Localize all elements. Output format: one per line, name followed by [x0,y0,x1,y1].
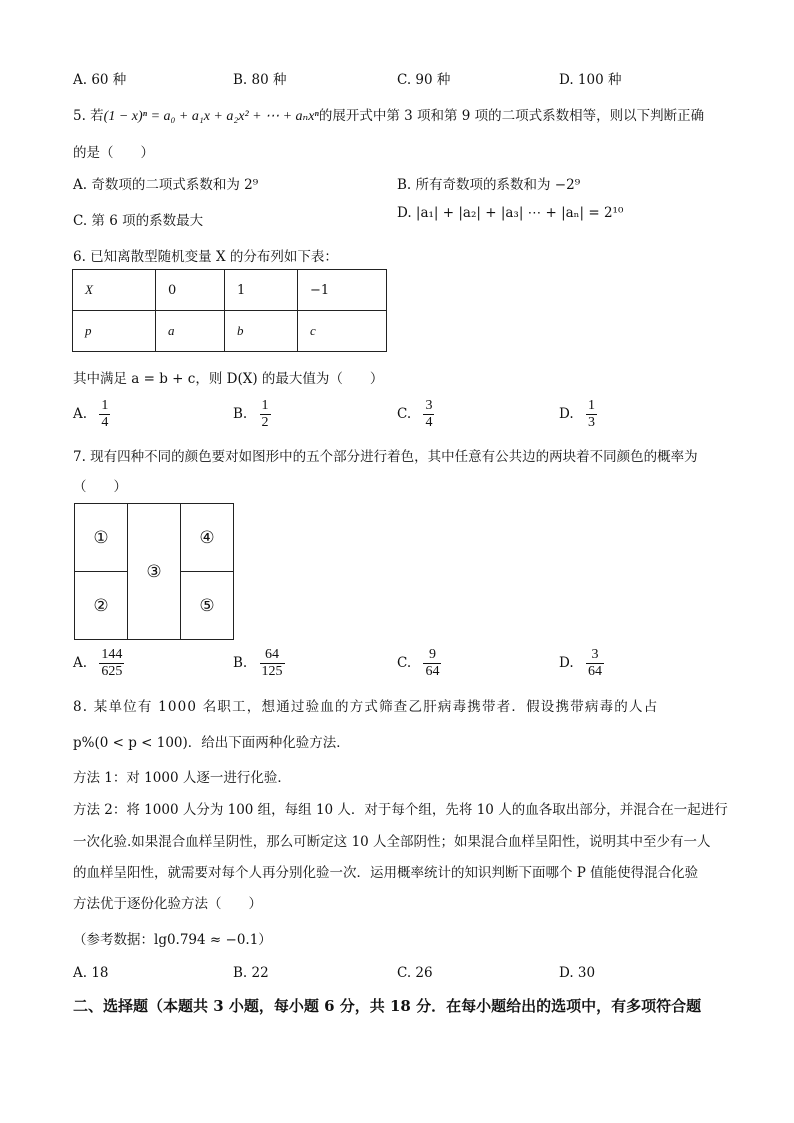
q5-stem-line2: 的是（ ） [73,145,154,161]
table-cell: c [298,311,387,352]
q5-option-d: D. |a₁| + |a₂| + |a₃| ⋯ + |aₙ| = 2¹⁰ [397,205,624,221]
q5-stem: 5. 若(1 − x)ⁿ = a₀ + a₁x + a₂x² + ⋯ + aₙxⁿ的展开式中第 3 项和第 9 项的二项式系数相等，则以下判断正确 [73,108,705,124]
q8-stem-line2: p%(0 < p < 100)．给出下面两种化验方法． [73,735,350,751]
q6-condition: 其中满足 a = b + c，则 D(X) 的最大值为（ ） [73,371,384,387]
q6-option-b: B. $\frac{1}{2}$ [233,398,269,430]
distribution-table [72,269,387,352]
q8-stem-line1: 8. 某单位有 1000 名职工，想通过验血的方式筛查乙肝病毒携带者．假设携带病毒的人占 [73,699,659,715]
table-cell: 0 [156,270,225,311]
table-cell: 1 [225,270,298,311]
q5-expression: (1 − x)ⁿ = a₀ + a₁x + a₂x² + ⋯ + aₙxⁿ [103,109,319,124]
q4-option-d: D. 100 种 [559,72,622,88]
table-cell: p [73,311,156,352]
q8-option-a: A. 18 [73,965,109,981]
region-1: ① [93,527,109,548]
q7-option-b: B. $\frac{64}{125}$ [233,647,283,679]
q4-option-a: A. 60 种 [73,72,127,88]
q7-option-c: C. $\frac{9}{64}$ [397,647,440,679]
q8-option-b: B. 22 [233,965,269,981]
region-5: ⑤ [199,595,215,616]
q8-method-2-line1: 方法 2：将 1000 人分为 100 组，每组 10 人．对于每个组，先将 10 人的血各取出部分，并混合在一起进行 [73,802,728,818]
table-cell: X [73,270,156,311]
q8-option-d: D. 30 [559,965,596,981]
q8-option-c: C. 26 [397,965,433,981]
q8-method-2-line3: 的血样呈阳性，就需要对每个人再分别化验一次．运用概率统计的知识判断下面哪个 P 值能使得混合化验 [73,865,699,881]
q6-option-c: C. $\frac{3}{4}$ [397,398,433,430]
q5-option-b: B. 所有奇数项的系数和为 −2⁹ [397,177,581,193]
table-cell: a [156,311,225,352]
q6-option-a: A. $\frac{1}{4}$ [73,398,109,430]
q4-option-b: B. 80 种 [233,72,287,88]
region-4: ④ [199,527,215,548]
q8-reference-data: （参考数据：lg0.794 ≈ −0.1） [73,932,272,948]
section-2-heading: 二、选择题（本题共 3 小题，每小题 6 分，共 18 分．在每小题给出的选项中，有多项符合题 [73,997,702,1015]
q8-method-2-line2: 一次化验.如果混合血样呈阴性，那么可断定这 10 人全部阴性；如果混合血样呈阳性，说明其中至少有一人 [73,834,711,850]
q6-option-d: D. $\frac{1}{3}$ [559,398,595,430]
q6-stem: 6. 已知离散型随机变量 X 的分布列如下表： [73,249,338,265]
table-row [73,270,387,311]
q8-method-2-line4: 方法优于逐份化验方法（ ） [73,896,262,912]
q5-option-a: A. 奇数项的二项式系数和为 2⁹ [73,177,259,193]
q7-stem: 7. 现有四种不同的颜色要对如图形中的五个部分进行着色，其中任意有公共边的两块着不同颜色的概率为 [73,449,698,465]
q7-paren: （ ） [73,479,127,495]
q4-option-c: C. 90 种 [397,72,451,88]
coloring-figure [74,503,234,640]
region-3: ③ [146,561,162,582]
q8-method-1: 方法 1：对 1000 人逐一进行化验． [73,770,291,786]
q7-option-d: D. $\frac{3}{64}$ [559,647,602,679]
table-row [73,311,387,352]
q7-option-a: A. $\frac{144}{625}$ [73,647,123,679]
q5-option-c: C. 第 6 项的系数最大 [73,213,204,229]
table-cell: b [225,311,298,352]
table-cell: −1 [298,270,387,311]
region-2: ② [93,595,109,616]
